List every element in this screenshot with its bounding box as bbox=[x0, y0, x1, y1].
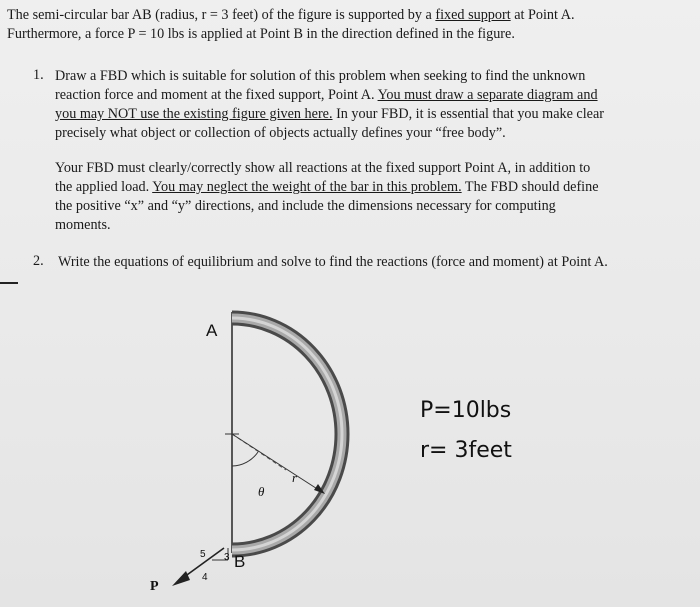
intro-line-1 bbox=[7, 6, 575, 24]
item-1-text: In your FBD, it is essential that you make clear bbox=[332, 106, 604, 122]
force-p-arrowhead bbox=[172, 571, 190, 586]
handwritten-force-note: P=10lbs bbox=[420, 398, 512, 423]
intro-text-end: at Point A. bbox=[510, 7, 575, 23]
semicircular-bar-figure bbox=[0, 290, 700, 607]
slope-label-4: 4 bbox=[202, 572, 208, 583]
label-p: P bbox=[150, 579, 159, 594]
item-1-line-8: moments. bbox=[55, 217, 111, 233]
intro-line-2: Furthermore, a force P = 10 lbs is applied at Point B in the direction defined in the figure. bbox=[7, 26, 515, 42]
item-1-number: 1. bbox=[33, 67, 44, 83]
margin-mark bbox=[0, 282, 18, 284]
neglect-weight-underline: You may neglect the weight of the bar in this problem. bbox=[152, 179, 462, 195]
item-1-line-4: precisely what object or collection of objects actually defines your “free body”. bbox=[55, 125, 506, 141]
fixed-support-underline: fixed support bbox=[435, 7, 511, 23]
item-1-text: The FBD should define bbox=[461, 179, 599, 195]
label-b: B bbox=[234, 552, 246, 571]
item-2-line: Write the equations of equilibrium and solve to find the reactions (force and moment) at Point A. bbox=[58, 254, 608, 270]
item-1-line-1: Draw a FBD which is suitable for solution of this problem when seeking to find the unknown bbox=[55, 68, 586, 84]
item-2-number: 2. bbox=[33, 253, 44, 269]
item-1-text: reaction force and moment at the fixed support, Point A. bbox=[55, 87, 378, 103]
separate-diagram-underline: You must draw a separate diagram and bbox=[377, 87, 598, 103]
semicircular-bar bbox=[232, 318, 342, 550]
slope-label-3: 3 bbox=[224, 552, 230, 563]
label-theta: θ bbox=[258, 484, 265, 499]
label-r: r bbox=[292, 470, 298, 485]
item-1-line-5: Your FBD must clearly/correctly show all reactions at the fixed support Point A, in addition to bbox=[55, 160, 591, 176]
label-a: A bbox=[206, 321, 218, 340]
item-1-line-6 bbox=[55, 178, 599, 196]
bar-shine bbox=[232, 318, 342, 550]
bar-highlight bbox=[232, 318, 342, 550]
item-1-line-7: the positive “x” and “y” directions, and include the dimensions necessary for computing bbox=[55, 198, 556, 214]
handwritten-radius-note: r= 3feet bbox=[420, 438, 512, 463]
intro-text: The semi-circular bar AB (radius, r = 3 feet) of the figure is supported by a bbox=[7, 7, 436, 23]
item-1-line-2 bbox=[55, 86, 598, 104]
theta-arc bbox=[232, 452, 258, 466]
item-1-line-3 bbox=[55, 105, 604, 123]
slope-label-5: 5 bbox=[200, 549, 206, 560]
may-not-use-underline: you may NOT use the existing figure given here. bbox=[55, 106, 333, 122]
item-1-text: the applied load. bbox=[55, 179, 153, 195]
